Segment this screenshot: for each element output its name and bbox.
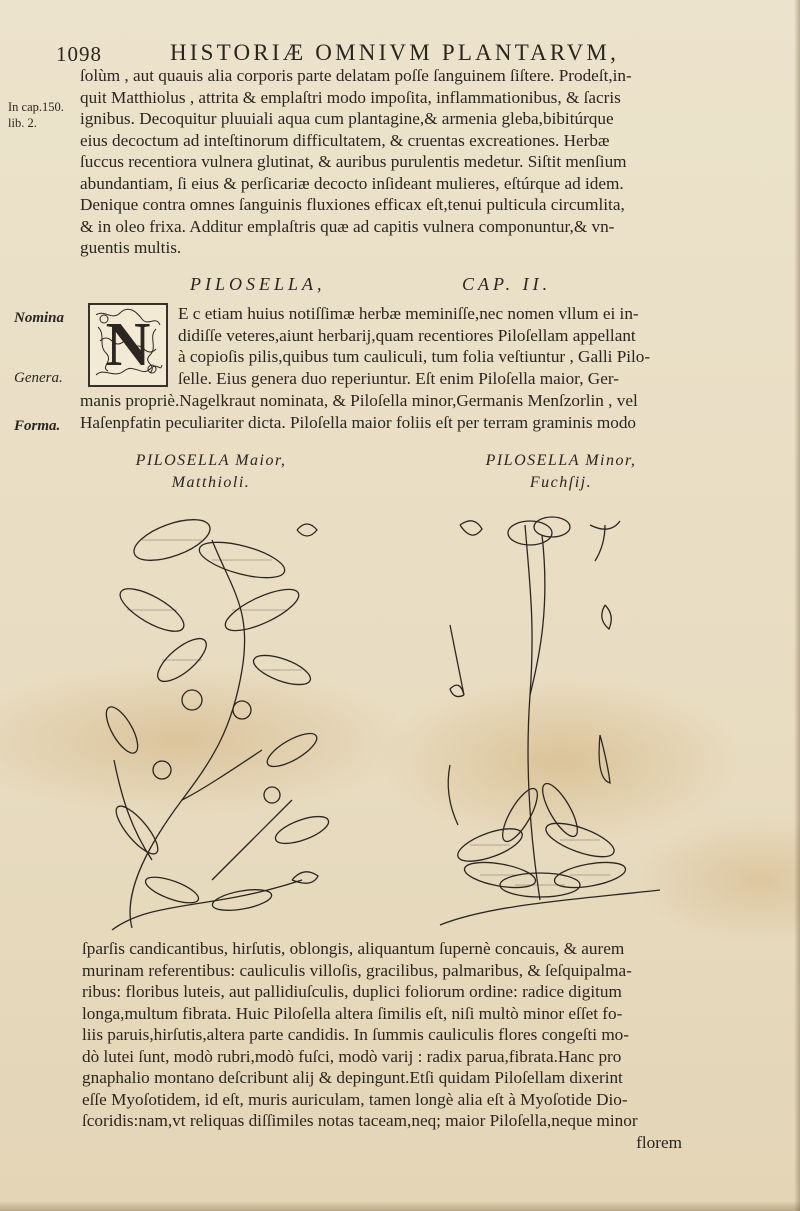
chapter-heading: [0, 274, 800, 302]
text-line: & in oleo frixa. Additur emplaſtris quæ ad capitis vulnera componuntur,& vn-: [80, 216, 615, 236]
text-line: didiſſe veteres,aiunt herbarij,quam recentiores Piloſellam appellant: [178, 325, 636, 345]
figure-caption-left: [96, 452, 326, 496]
text-line: dò lutei ſunt, modò rubri,modò fuſci, modò varij : radix parua,fibrata.Hanc pro: [82, 1046, 622, 1066]
woodcut-pilosella-maior: [92, 500, 332, 938]
running-title: HISTORIÆ OMNIVM PLANTARVM,: [170, 40, 620, 65]
text-line: Denique contra omnes ſanguinis fluxiones efficax eſt,tenui pulticula circumlita,: [80, 195, 625, 214]
woodcut-pilosella-minor: [430, 505, 680, 937]
page-edge-shadow: [794, 0, 800, 1211]
figure-caption-right: [446, 452, 676, 496]
text-line: ſolùm , aut quauis alia corporis parte delatam poſſe ſanguinem ſiſtere. Prodeſt,in-: [80, 66, 632, 85]
margin-reference-2: lib. 2.: [8, 116, 37, 130]
text-line: liis paruis,hirſutis,altera parte candidis. In ſummis cauliculis flores congeſti mo-: [82, 1025, 630, 1044]
text-line: murinam referentibus: cauliculis villoſis, gracilibus, palmaribus, & ſeſquipalma-: [82, 960, 632, 980]
text-line: eius decoctum ad inteſtinorum difficultatem, & cruentas excreationes. Herbæ: [80, 130, 610, 150]
catchword: florem: [636, 1132, 682, 1152]
text-block-forma: [80, 390, 680, 433]
margin-note-nomina: Nomina: [14, 310, 65, 326]
text-line: ignibus. Decoquitur pluuiali aqua cum plantagine,& armenia gleba,bibitúrque: [80, 109, 614, 128]
text-block-chapter-intro: [178, 303, 688, 389]
text-line: ſcoridis:nam,vt reliquas diſſimiles notas taceam,neq; maior Piloſella,neque minor: [82, 1111, 638, 1130]
margin-reference-1: In cap.150.: [8, 100, 64, 114]
decorated-initial: [88, 303, 168, 387]
page-number: 1098: [56, 42, 102, 66]
text-line: ſelle. Eius genera duo reperiuntur. Eſt enim Piloſella maior, Ger-: [178, 368, 619, 388]
caption-line: PILOSELLA Maior,: [135, 452, 287, 469]
margin-note-genera: Genera.: [14, 370, 63, 386]
chapter-name: PILOSELLA,: [190, 274, 326, 294]
text-block-previous-chapter: [80, 65, 680, 259]
decorated-initial-ornament: [90, 305, 166, 385]
text-line: manis propriè.Nagelkraut nominata, & Piloſella minor,Germanis Menſzorlin , vel: [80, 391, 638, 410]
text-line: E c etiam huius notiſſimæ herbæ meminiſſe,nec nomen vllum ei in-: [178, 304, 639, 323]
text-line: Haſenpfatin peculiariter dicta. Piloſella maior foliis eſt per terram graminis modo: [80, 412, 637, 432]
text-block-description: [82, 938, 682, 1153]
chapter-number: CAP. II.: [462, 274, 552, 294]
text-line: à copioſis pilis,quibus tum cauliculi, tum folia veſtiuntur , Galli Pilo-: [178, 347, 651, 366]
caption-line: Fuchſij.: [529, 474, 593, 491]
text-line: ribus: floribus luteis, aut pallidiuſculis, duplici foliorum ordine: radice digitum: [82, 982, 622, 1001]
margin-note-forma: Forma.: [14, 418, 61, 434]
text-line: longa,multum fibrata. Huic Piloſella altera ſimilis eſt, niſi multò minor eſſet fo-: [82, 1003, 623, 1023]
text-line: gnaphalio montano deſcribunt alij & depingunt.Etſi quidam Piloſellam dixerint: [82, 1068, 623, 1087]
caption-line: PILOSELLA Minor,: [485, 452, 637, 469]
text-line: guentis multis.: [80, 238, 182, 257]
text-line: ſparſis candicantibus, hirſutis, oblongis, aliquantum ſupernè concauis, & aurem: [82, 939, 625, 958]
text-line: ſuccus recentiora vulnera glutinat, & auribus purulentis medetur. Siſtit menſium: [80, 152, 627, 171]
page-bottom-shadow: [0, 1201, 800, 1211]
text-line: abundantiam, ſi eius & perſicariæ decocto inſideant mulieres, eſtúrque ad idem.: [80, 173, 624, 193]
text-line: eſſe Myoſotidem, id eſt, muris auriculam, tamen longè alia eſt à Myoſotide Dio-: [82, 1089, 628, 1109]
caption-line: Matthioli.: [171, 474, 251, 491]
text-line: quit Matthiolus , attrita & emplaſtri modo impoſita, inflammationibus, & ſacris: [80, 87, 621, 107]
initial-letter: N: [105, 311, 151, 379]
